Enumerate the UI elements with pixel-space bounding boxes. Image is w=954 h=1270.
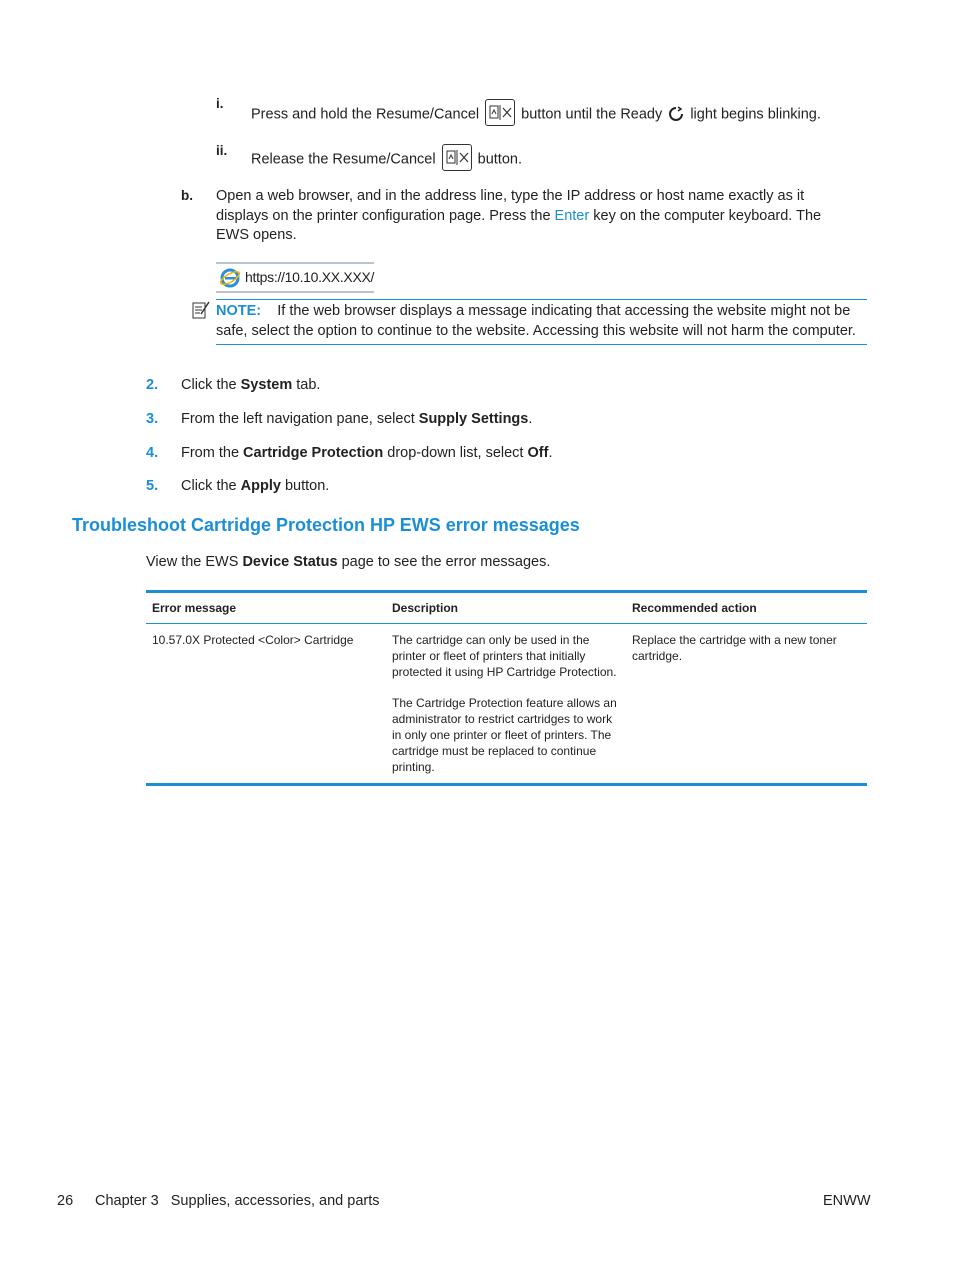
chapter-title: Chapter 3 Supplies, accessories, and parts	[95, 1193, 380, 1209]
substep-i-pre: Press and hold the Resume/Cancel	[251, 106, 480, 123]
step-b-text1: Open a web browser, and in the address line, type the IP address or host name exactly as it displays on the printer configuration page. Press the	[216, 188, 805, 224]
substep-i-label: i.	[216, 96, 224, 111]
step-4-pre: From the	[181, 445, 240, 461]
substep-i-post: light begins blinking.	[690, 106, 821, 123]
header-recommended-action: Recommended action	[632, 601, 757, 615]
step-b-text2: key on the computer keyboard. The EWS opens.	[216, 207, 822, 243]
step-2-bold: System	[240, 377, 293, 393]
substep-i-mid: button until the Ready	[521, 106, 663, 123]
step-5-num: 5.	[146, 478, 159, 494]
note-label: NOTE:	[216, 303, 262, 319]
cell-action: Replace the cartridge with a new toner cartridge.	[632, 633, 837, 663]
substep-ii-pre: Release the Resume/Cancel	[251, 151, 436, 168]
substep-ii-label: ii.	[216, 143, 228, 158]
step-4-bold2: Off	[527, 445, 549, 461]
step-4-num: 4.	[146, 445, 159, 461]
enter-key-text: Enter	[554, 207, 590, 224]
step-4-post: .	[548, 445, 553, 461]
step-4-bold: Cartridge Protection	[243, 445, 384, 461]
section-heading: Troubleshoot Cartridge Protection HP EWS error messages	[72, 515, 580, 535]
step-2-pre: Click the	[181, 377, 237, 393]
step-5-text	[181, 478, 329, 494]
step-3-bold: Supply Settings	[418, 411, 529, 427]
step-4-mid: drop-down list, select	[387, 445, 524, 461]
intro-post: page to see the error messages.	[341, 554, 551, 570]
resume-cancel-icon	[442, 144, 472, 171]
header-error-message: Error message	[152, 601, 237, 615]
step-2-post: tab.	[296, 377, 321, 393]
note-text: If the web browser displays a message indicating that accessing the website might not be safe, select the option to continue to the website. Accessing this website will not harm the computer.	[216, 303, 856, 339]
table-row	[146, 624, 867, 785]
step-5-pre: Click the	[181, 478, 237, 494]
step-2-num: 2.	[146, 377, 159, 393]
intro-bold: Device Status	[242, 554, 338, 570]
step-4-text	[181, 445, 552, 461]
cell-error: 10.57.0X Protected <Color> Cartridge	[152, 633, 354, 647]
table-header-row	[146, 592, 867, 624]
intro-pre: View the EWS	[146, 554, 239, 570]
step-2-text	[181, 377, 320, 393]
step-3-num: 3.	[146, 411, 159, 427]
step-b-label: b.	[181, 188, 193, 203]
substep-ii-text	[251, 146, 522, 173]
footer-code: ENWW	[823, 1193, 871, 1209]
step-5-bold: Apply	[240, 478, 281, 494]
step-b-text	[216, 187, 856, 246]
url-text: https://10.10.XX.XXX/	[245, 269, 375, 285]
error-messages-table	[146, 590, 867, 786]
header-description: Description	[392, 601, 459, 615]
substep-i-text	[251, 101, 821, 128]
cell-description	[386, 624, 626, 785]
substep-ii-post: button.	[477, 151, 522, 168]
description-para-1: The cartridge can only be used in the printer or fleet of printers that initially protected it using HP Cartridge Protection.	[392, 633, 617, 679]
note-box	[216, 299, 867, 345]
step-3-text	[181, 411, 532, 427]
resume-cancel-icon	[485, 99, 515, 126]
page-number: 26	[57, 1193, 74, 1209]
note-icon	[192, 301, 210, 323]
step-5-post: button.	[284, 478, 330, 494]
ready-light-icon	[668, 106, 684, 122]
step-3-post: .	[528, 411, 533, 427]
step-3-pre: From the left navigation pane, select	[181, 411, 415, 427]
browser-icon	[219, 267, 241, 293]
section-intro	[146, 554, 550, 570]
browser-address-bar	[216, 262, 374, 293]
description-para-2: The Cartridge Protection feature allows an administrator to restrict cartridges to work in only one printer or fleet of printers. The cartridge must be replaced to continue printing.	[392, 696, 617, 774]
